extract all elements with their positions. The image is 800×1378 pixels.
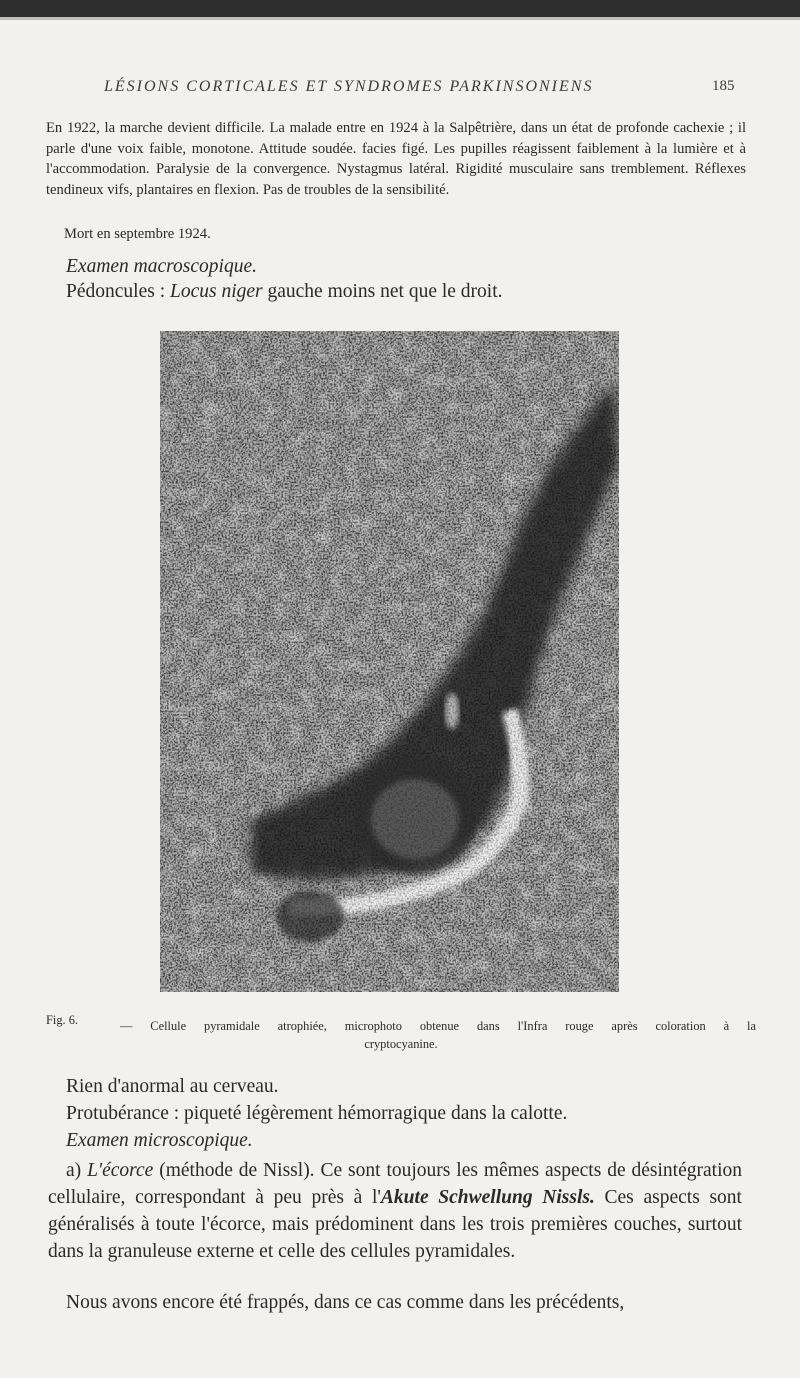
micrograph-figure [160,331,619,992]
death-line: Mort en septembre 1924. [64,226,211,242]
scan-edge-shadow [0,17,800,20]
pedoncules-rest: gauche moins net que le droit. [262,281,503,302]
scan-top-edge [0,0,800,17]
ecorce-text-2: Ces aspects sont généralisés à toute l'écorce, mais prédominent dans les trois premières couches, surtout dans la granuleuse externe et celle des cellules pyramidales. [48,1187,742,1262]
page-number: 185 [712,78,735,94]
macroscopic-heading: Examen macroscopique. [66,256,257,277]
microscopic-heading: Examen microscopique. [66,1130,253,1151]
micrograph-image [160,331,619,992]
pedoncules-prefix: Pédoncules : [66,281,170,302]
locus-niger-term: Locus niger [169,281,263,302]
case-history-paragraph: En 1922, la marche devient difficile. La malade entre en 1924 à la Salpêtrière, dans un état de profonde cachexie ; il parle d'une voix faible, monotone. Attitude soudée. facies figé. Les pupilles réagissent faiblement à la lumière et à l'accommodation. Paralysie de la convergence. Nystagmus latéral. Rigidité musculaire sans tremblement. Réflexes tendineux vifs, plantaires en flexion. Pas de troubles de la sensibilité. [46,120,746,198]
akute-schwellung-term: Akute Schwellung Nissls. [380,1187,595,1208]
ecorce-paragraph [48,1157,742,1265]
caption-line-1: — Cellule pyramidale atrophiée, microphoto obtenue dans l'Infra rouge après coloration à la [120,1019,756,1033]
protuberance-line: Protubérance : piqueté légèrement hémorragique dans la calotte. [66,1103,568,1124]
figure-label: Fig. 6. [46,1013,79,1027]
ecorce-text-1: (méthode de Nissl). Ce sont toujours les mêmes aspects de désintégration cellulaire, correspondant à peu près à l' [48,1160,742,1208]
last-line: Nous avons encore été frappés, dans ce cas comme dans les précédents, [66,1292,625,1313]
ecorce-term: L'écorce [87,1160,154,1181]
cerveau-line: Rien d'anormal au cerveau. [66,1076,279,1097]
running-title: LÉSIONS CORTICALES ET SYNDROMES PARKINSONIENS [104,78,594,95]
caption-line-2: cryptocyanine. [364,1037,438,1051]
pedoncules-line [66,281,503,303]
ecorce-label: a) [66,1160,88,1181]
